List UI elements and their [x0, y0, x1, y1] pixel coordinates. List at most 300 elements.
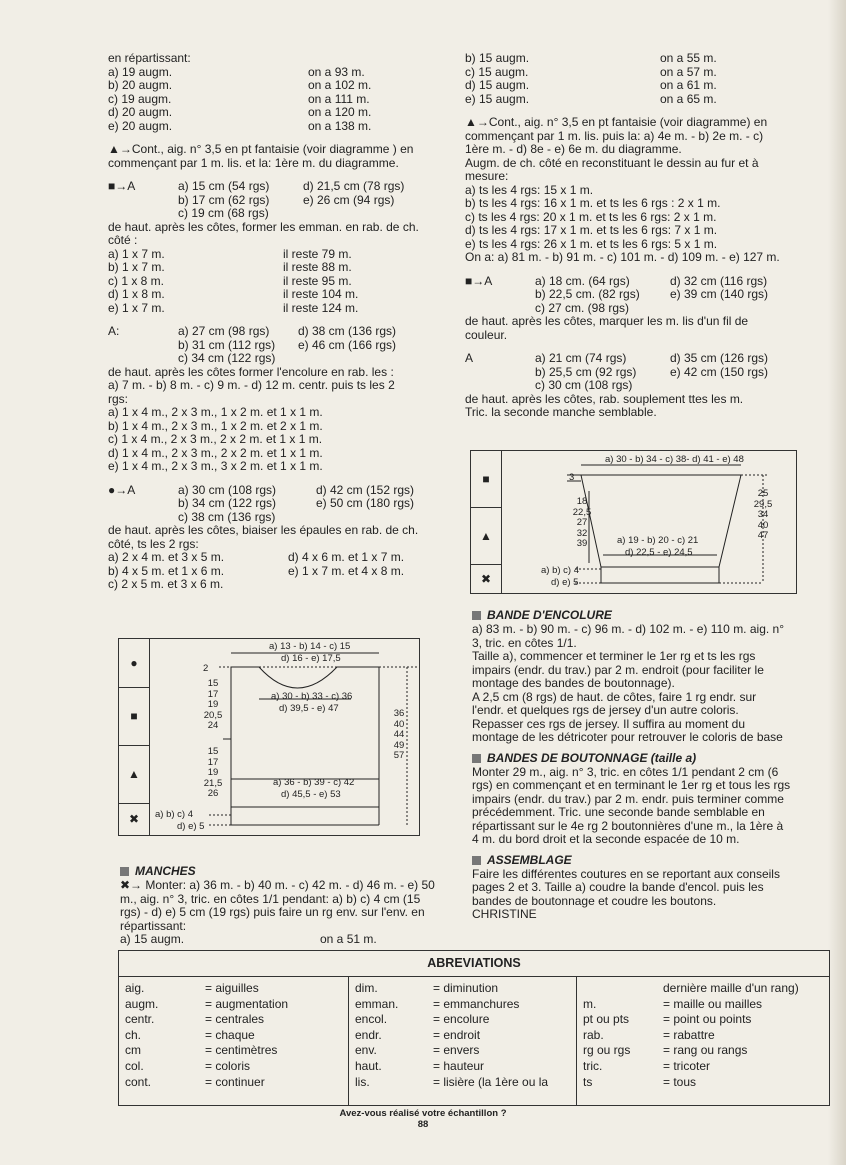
neckline-text: [108, 366, 458, 407]
pair-key: c) 1 x 8 m.: [108, 273, 165, 288]
text-line: répartissant:: [120, 918, 187, 933]
abbreviation-key: pt ou pts: [583, 1012, 630, 1027]
size-b: b) 25,5 cm (92 rgs): [535, 364, 637, 379]
page-edge: [828, 0, 846, 1165]
size-block-dot: [108, 484, 458, 525]
footer: [0, 1108, 846, 1130]
pair-value: on a 57 m.: [660, 64, 717, 79]
size-spacer: [108, 352, 178, 366]
pair-key: d) 15 augm.: [465, 78, 530, 92]
sleeve-size-block-square: [465, 275, 805, 316]
pair-key: a) 2 x 4 m. et 3 x 5 m.: [108, 550, 225, 564]
size-row: [108, 339, 458, 353]
abbreviation-row: [355, 1059, 570, 1075]
dim-top-2: d) 16 - e) 17,5: [281, 653, 341, 664]
text-line: commençant par 1 m. lis. puis la: a) 4e m. - b) 2e m. - c): [465, 128, 764, 143]
pair-value: on a 120 m.: [308, 105, 372, 119]
pair-key: a) 19 augm.: [108, 64, 173, 79]
mark-square: ■: [119, 688, 149, 746]
text-line: côté :: [108, 233, 138, 247]
sleeve-mark-cross: ✖: [480, 572, 492, 586]
size-e: e) 46 cm (166 rgs): [298, 337, 397, 352]
text-line: b) 1 x 4 m., 2 x 3 m., 1 x 2 m. et 2 x 1 m.: [108, 418, 323, 433]
abbreviation-row: [583, 997, 821, 1013]
abbreviation-value: = encolure: [433, 1012, 490, 1027]
pair-row: [108, 120, 458, 134]
abbreviation-value: = augmentation: [205, 996, 289, 1011]
text-line: A 2,5 cm (8 rgs) de haut. de côtes, faire 1 rg endr. sur: [472, 689, 757, 704]
size-row: [108, 511, 458, 525]
neckline-rows: [108, 406, 458, 474]
pair-key: d) 20 augm.: [108, 105, 173, 119]
size-mark: A: [465, 351, 474, 365]
abbreviation-key: rab.: [583, 1027, 604, 1042]
size-spacer: [108, 194, 178, 208]
pair-row: [108, 288, 458, 302]
size-row: [108, 180, 458, 194]
abbreviation-row: [125, 981, 342, 997]
pair-row: [108, 66, 458, 80]
pair-value: il reste 124 m.: [283, 300, 359, 315]
size-e: e) 50 cm (180 rgs): [316, 496, 415, 510]
dim-number: 24: [207, 720, 219, 731]
abbreviation-value: = centimètres: [205, 1043, 278, 1058]
abbreviation-key: haut.: [355, 1058, 382, 1073]
sleeve-after-text: [465, 393, 805, 420]
size-c: c) 19 cm (68 rgs): [178, 206, 269, 220]
abbreviation-value: = tricoter: [663, 1058, 711, 1073]
abbreviation-row: [355, 1075, 570, 1091]
size-row: [108, 194, 458, 208]
size-spacer: [108, 511, 178, 525]
abbreviation-row: [125, 1059, 342, 1075]
text-line: de haut. après les côtes former l'encolure en rab. les :: [108, 364, 394, 379]
pair-row: [108, 79, 458, 93]
pair-key: b) 1 x 7 m.: [108, 260, 165, 274]
text-line: impairs (endr. du trav.) par 2 m. endr. puis terminer comme: [472, 791, 784, 806]
pair-row: [108, 93, 458, 107]
abbreviation-key: encol.: [355, 1012, 388, 1027]
abbreviation-value: = maille ou mailles: [663, 996, 763, 1011]
pair-value: on a 138 m.: [308, 118, 372, 133]
pair-value: on a 102 m.: [308, 78, 372, 92]
page-number: 88: [417, 1119, 429, 1130]
armhole-rows: [108, 248, 458, 316]
abbreviation-value: = hauteur: [433, 1058, 485, 1073]
pair-key: e) 1 x 7 m.: [108, 300, 165, 315]
dim-number: 21,5: [203, 777, 223, 789]
intro-text: en répartissant:: [108, 51, 191, 65]
shoulder-text: [108, 524, 458, 551]
abbreviation-value: = envers: [433, 1043, 480, 1058]
size-row: [108, 352, 458, 366]
sleeves-text: [120, 879, 460, 933]
text-line: Taille a), commencer et terminer le 1er rg et ts les rgs: [472, 649, 756, 663]
dim-number: 19: [207, 699, 219, 710]
abbreviation-key: m.: [583, 996, 597, 1011]
dim-number: 20,5: [203, 709, 223, 721]
text-line: Repasser ces rgs de jersey. Il suffira au moment du: [472, 716, 746, 731]
dim-number: 18: [576, 496, 588, 507]
pair-value: il reste 95 m.: [283, 273, 352, 288]
size-a: a) 18 cm. (64 rgs): [535, 273, 630, 288]
abbreviation-row: [583, 981, 821, 997]
size-c: c) 34 cm (122 rgs): [178, 351, 276, 365]
pair-value: d) 4 x 6 m. et 1 x 7 m.: [288, 550, 405, 564]
abbreviation-value: dernière maille d'un rang): [663, 981, 799, 995]
text-line: montage des bandes de boutonnage).: [472, 676, 675, 690]
text-line: a) 83 m. - b) 90 m. - c) 96 m. - d) 102 m. - e) 110 m. aig. n°: [472, 622, 785, 636]
abbreviation-key: aig.: [125, 981, 145, 995]
abbreviation-row: [583, 1043, 821, 1059]
size-d: d) 35 cm (126 rgs): [670, 351, 769, 365]
size-d: d) 21,5 cm (78 rgs): [303, 179, 405, 193]
size-spacer: [465, 302, 535, 316]
pair-row: [108, 578, 458, 592]
size-b: b) 34 cm (122 rgs): [178, 496, 277, 510]
abbreviation-key: cont.: [125, 1074, 152, 1089]
size-c: c) 27 cm. (98 rgs): [535, 300, 630, 315]
abbreviation-value: = chaque: [205, 1027, 255, 1042]
size-row: [108, 497, 458, 511]
sleeve-diagram: [470, 450, 797, 594]
abbreviation-key: lis.: [355, 1074, 370, 1089]
dim-number: 27: [576, 517, 588, 528]
abbreviation-value: = point ou points: [663, 1012, 752, 1027]
mark-cross: ✖: [128, 812, 140, 826]
text-line: On a: a) 81 m. - b) 91 m. - c) 101 m. - d) 109 m. - e) 127 m.: [465, 250, 780, 264]
text-line: 3, tric. en côtes 1/1.: [472, 635, 577, 650]
pair-row: [108, 248, 458, 262]
text-line: ▲→Cont., aig. n° 3,5 en pt fantaisie (voir diagramme) en: [465, 115, 768, 129]
abbreviation-row: [355, 1043, 570, 1059]
left-column: [108, 52, 458, 592]
size-d: d) 38 cm (136 rgs): [298, 324, 397, 338]
text-line: Faire les différentes coutures en se reportant aux conseils: [472, 866, 780, 881]
abbreviation-row: [583, 1012, 821, 1028]
size-mark: ■→A: [108, 179, 136, 193]
continue-text: [108, 143, 458, 170]
abbreviation-value: = coloris: [205, 1058, 251, 1073]
pair-row: [108, 261, 458, 275]
text-line: de haut. après les côtes, rab. souplement ttes les m.: [465, 391, 744, 406]
abbreviation-key: cm: [125, 1043, 141, 1058]
text-line: c) ts les 4 rgs: 20 x 1 m. et ts les 6 rgs: 2 x 1 m.: [465, 209, 717, 224]
dim-top-1: a) 13 - b) 14 - c) 15: [269, 641, 351, 652]
sleeve-mark-triangle: ▲: [471, 508, 501, 565]
marker-text: [465, 315, 805, 342]
text-line: l'endr. et quelques rgs de jersey d'un autre coloris.: [472, 703, 739, 717]
abbreviation-key: tric.: [583, 1058, 603, 1073]
size-spacer: [465, 379, 535, 393]
dim-mid-2: d) 39,5 - e) 47: [279, 703, 339, 714]
size-d: d) 42 cm (152 rgs): [316, 482, 415, 497]
pair-key: e) 15 augm.: [465, 91, 530, 106]
size-spacer: [108, 207, 178, 221]
rib-2: d) e) 5: [177, 821, 205, 832]
size-row: [108, 484, 458, 498]
dim-bot-2: d) 45,5 - e) 53: [281, 789, 341, 800]
pair-row: [108, 302, 458, 316]
size-row: [465, 288, 805, 302]
dim-number: 25: [757, 488, 769, 499]
abbreviation-value: = diminution: [433, 981, 499, 995]
sleeve-continue-text: [465, 116, 805, 184]
abbreviation-key: centr.: [125, 1012, 155, 1027]
abbreviations-title: ABREVIATIONS: [119, 951, 829, 977]
text-line: précédemment. Tric. une seconde bande semblable en: [472, 805, 765, 819]
pair-value: on a 111 m.: [308, 91, 370, 106]
abbreviation-row: [125, 1043, 342, 1059]
dim-number: 36: [393, 708, 405, 719]
pair-value: e) 1 x 7 m. et 4 x 8 m.: [288, 563, 405, 578]
text-line: b) ts les 4 rgs: 16 x 1 m. et ts les 6 rgs : 2 x 1 m.: [465, 196, 721, 210]
dim-number: 40: [757, 519, 769, 531]
abbreviation-value: = rang ou rangs: [663, 1043, 748, 1058]
sleeve-increase-rows: [465, 184, 805, 265]
abbreviation-key: emman.: [355, 996, 399, 1011]
dim-number: 34: [757, 509, 769, 520]
dim-number: 17: [207, 756, 219, 768]
size-b: b) 22,5 cm. (82 rgs): [535, 287, 640, 301]
pair-key: e) 20 augm.: [108, 118, 173, 133]
text-line: de haut. après les côtes, biaiser les épaules en rab. de ch.: [108, 523, 419, 537]
abbreviation-key: augm.: [125, 996, 159, 1011]
rib-1: a) b) c) 4: [155, 809, 194, 820]
text-line: CHRISTINE: [472, 907, 537, 921]
abbreviation-key: rg ou rgs: [583, 1043, 631, 1058]
abbreviation-row: [355, 981, 570, 997]
abbr-col-1: [119, 977, 349, 1105]
abbreviation-value: = rabattre: [663, 1027, 715, 1042]
abbreviation-value: = centrales: [205, 1012, 265, 1027]
dim-number: 49: [393, 739, 405, 751]
size-block-a: [108, 325, 458, 366]
text-line: couleur.: [465, 327, 508, 342]
text-line: c) 1 x 4 m., 2 x 3 m., 2 x 2 m. et 1 x 1 m.: [108, 432, 323, 446]
mark-triangle: ▲: [119, 746, 149, 804]
size-d: d) 32 cm (116 rgs): [670, 273, 768, 288]
right-column: [465, 52, 805, 420]
footer-question: Avez-vous réalisé votre échantillon ?: [339, 1108, 507, 1119]
pair-key: b) 15 augm.: [465, 51, 530, 65]
dim-number: 39: [576, 538, 588, 549]
sleeve-dim-top: a) 30 - b) 34 - c) 38- d) 41 - e) 48: [605, 454, 744, 465]
pair-row: [465, 52, 805, 66]
abbreviation-row: [583, 1075, 821, 1091]
pair-key: c) 19 augm.: [108, 91, 172, 106]
size-e: e) 26 cm (94 rgs): [303, 192, 395, 207]
abbreviation-value: = tous: [663, 1074, 697, 1089]
sleeve-increase-list: [465, 52, 805, 106]
sleeve-size-block-a: [465, 352, 805, 393]
text-line: d) ts les 4 rgs: 17 x 1 m. et ts les 6 rgs: 7 x 1 m.: [465, 223, 718, 237]
right-lower: [472, 604, 812, 922]
size-row: [108, 325, 458, 339]
text-line: a) 7 m. - b) 8 m. - c) 9 m. - d) 12 m. centr. puis ts les 2: [108, 378, 395, 392]
abbr-col-3: [577, 977, 827, 1105]
neckband-title: BANDE D'ENCOLURE: [487, 608, 612, 622]
abbreviation-row: [125, 1075, 342, 1091]
size-spacer: [465, 288, 535, 302]
dim-number: 17: [207, 688, 219, 700]
dim-number: 29,5: [753, 498, 773, 510]
size-b: b) 31 cm (112 rgs): [178, 337, 276, 352]
abbreviation-key: [583, 981, 663, 997]
abbreviation-row: [125, 997, 342, 1013]
size-row: [108, 207, 458, 221]
sleeves-section: [120, 860, 460, 947]
dim-bot-1: a) 36 - b) 39 - c) 42: [273, 777, 355, 788]
buttonband-title: BANDES DE BOUTONNAGE (taille a): [487, 750, 697, 765]
text-line: rgs) - d) e) 5 cm (19 rgs) puis faire un rg env. sur l'env. en: [120, 905, 425, 919]
size-spacer: [108, 339, 178, 353]
pair-key: b) 4 x 5 m. et 1 x 6 m.: [108, 563, 225, 578]
dim-number: 44: [393, 729, 405, 740]
pair-key: b) 20 augm.: [108, 78, 173, 92]
abbreviation-value: = aiguilles: [205, 981, 259, 995]
pair-value: il reste 79 m.: [283, 246, 352, 261]
size-block-square: [108, 180, 458, 221]
text-line: 1ère m. - d) 8e - e) 6e m. du diagramme.: [465, 142, 682, 156]
size-a: a) 30 cm (108 rgs): [178, 482, 277, 497]
shoulder-rows: [108, 551, 458, 592]
size-row: [465, 302, 805, 316]
dim-number: 15: [207, 746, 219, 757]
pair-value: il reste 88 m.: [283, 260, 352, 274]
size-spacer: [465, 366, 535, 380]
neckband-text: [472, 623, 812, 745]
sleeves-title: MANCHES: [135, 864, 196, 878]
mark-dot: ●: [119, 639, 149, 688]
text-line: commençant par 1 m. lis. et la: 1ère m. du diagramme.: [108, 155, 399, 170]
text-line: ▲→Cont., aig. n° 3,5 en pt fantaisie (voir diagramme ) en: [108, 142, 414, 156]
body-diagram: [118, 638, 420, 836]
text-line: Augm. de ch. côté en reconstituant le dessin au fur et à: [465, 155, 759, 170]
text-line: a) ts les 4 rgs: 15 x 1 m.: [465, 182, 594, 197]
pair-row: [108, 106, 458, 120]
sleeve-dim-three: 3: [569, 472, 575, 483]
size-row: [465, 366, 805, 380]
text-line: bandes de boutonnage et coudre les boutons.: [472, 893, 717, 908]
text-line: rgs:: [108, 391, 129, 406]
sleeve-shape: [471, 451, 796, 593]
abbreviation-row: [125, 1028, 342, 1044]
abbreviation-key: ts: [583, 1074, 593, 1089]
pair-value: il reste 104 m.: [283, 287, 359, 301]
armhole-text: [108, 221, 458, 248]
abbr-col-2: [349, 977, 577, 1105]
size-a: a) 27 cm (98 rgs): [178, 324, 270, 338]
text-line: de haut. après les côtes, former les emman. en rab. de ch.: [108, 219, 419, 234]
abbreviation-value: = lisière (la 1ère ou la: [433, 1074, 549, 1089]
text-line: d) 1 x 4 m., 2 x 3 m., 2 x 2 m. et 1 x 1 m.: [108, 445, 323, 460]
abbreviation-key: endr.: [355, 1027, 382, 1042]
size-mark: A:: [108, 324, 120, 338]
text-line: mesure:: [465, 169, 509, 183]
abbreviation-value: = endroit: [433, 1027, 481, 1042]
size-row: [465, 379, 805, 393]
dim-number: 22,5: [572, 506, 592, 518]
pair-value: on a 93 m.: [308, 64, 365, 79]
sleeve-rib-2: d) e) 5: [551, 577, 579, 588]
abbreviation-row: [125, 1012, 342, 1028]
pair-row: [108, 565, 458, 579]
dim-number: 26: [207, 788, 219, 799]
dim-mid-1: a) 30 - b) 33 - c) 36: [271, 691, 353, 702]
sleeve-dim-bot-2: d) 22,5 - e) 24,5: [625, 547, 693, 558]
size-row: [465, 275, 805, 289]
abbreviation-row: [355, 997, 570, 1013]
text-line: rgs) en commençant et en terminant le 1er rg et tous les rgs: [472, 778, 791, 792]
size-row: [465, 352, 805, 366]
abbreviation-row: [355, 1012, 570, 1028]
size-c: c) 38 cm (136 rgs): [178, 509, 276, 524]
pair-row: [108, 551, 458, 565]
size-c: c) 30 cm (108 rgs): [535, 378, 633, 392]
pair-key: c) 2 x 5 m. et 3 x 6 m.: [108, 577, 224, 591]
pair-key: a) 1 x 7 m.: [108, 246, 165, 261]
pair-row: [108, 275, 458, 289]
abbreviation-key: col.: [125, 1058, 144, 1073]
text-line: côté, ts les 2 rgs:: [108, 536, 199, 551]
sleeves-last: a) 15 augm. on a 51 m.: [120, 932, 377, 946]
text-line: m., aig. n° 3, tric. en côtes 1/1 pendant: a) b) c) 4 cm (15: [120, 891, 421, 906]
body-shape: [119, 639, 419, 835]
text-line: e) ts les 4 rgs: 26 x 1 m. et ts les 6 rgs: 5 x 1 m.: [465, 236, 718, 251]
dim-neck: 2: [203, 663, 209, 674]
size-mark: ●→A: [108, 482, 136, 497]
increase-list: [108, 66, 458, 134]
sleeve-mark-square: ■: [471, 451, 501, 508]
abbreviation-value: = emmanchures: [433, 996, 520, 1011]
pair-value: on a 61 m.: [660, 78, 717, 92]
abbreviation-row: [583, 1059, 821, 1075]
text-line: Monter 29 m., aig. n° 3, tric. en côtes 1/1 pendant 2 cm (6: [472, 764, 779, 779]
size-a: a) 21 cm (74 rgs): [535, 351, 627, 365]
text-line: e) 1 x 4 m., 2 x 3 m., 3 x 2 m. et 1 x 1 m.: [108, 459, 323, 473]
buttonband-text: [472, 766, 812, 847]
dim-number: 15: [207, 678, 219, 689]
pair-value: on a 55 m.: [660, 51, 717, 65]
text-line: répartissant sur le 4e rg 2 boutonnières d'une m., la 1ère à: [472, 818, 784, 833]
text-line: a) 1 x 4 m., 2 x 3 m., 1 x 2 m. et 1 x 1 m.: [108, 405, 323, 419]
pair-row: [465, 93, 805, 107]
pair-row: [465, 79, 805, 93]
abbreviations-table: [118, 950, 830, 1106]
abbreviation-row: [355, 1028, 570, 1044]
abbreviation-key: env.: [355, 1043, 377, 1058]
text-line: de haut. après les côtes, marquer les m. lis d'un fil de: [465, 314, 749, 328]
dim-number: 32: [576, 527, 588, 539]
text-line: 4 m. du bord droit et la seconde espacée de 10 m.: [472, 832, 740, 846]
abbreviation-row: [583, 1028, 821, 1044]
assembly-text: [472, 868, 812, 922]
size-mark: ■→A: [465, 273, 493, 288]
size-spacer: [108, 497, 178, 511]
size-a: a) 15 cm (54 rgs): [178, 179, 270, 193]
text-line: ✖→ Monter: a) 36 m. - b) 40 m. - c) 42 m. - d) 46 m. - e) 50: [120, 878, 435, 892]
dim-number: 19: [207, 767, 219, 778]
text-line: montage de les détricoter pour retrouver le coloris de base: [472, 730, 783, 744]
size-b: b) 17 cm (62 rgs): [178, 192, 270, 207]
abbreviation-key: ch.: [125, 1027, 142, 1042]
dim-number: 47: [757, 530, 769, 541]
assembly-title: ASSEMBLAGE: [487, 852, 572, 867]
pair-value: on a 65 m.: [660, 91, 717, 106]
dim-number: 57: [393, 750, 405, 761]
sleeve-rib-1: a) b) c) 4: [541, 565, 580, 576]
